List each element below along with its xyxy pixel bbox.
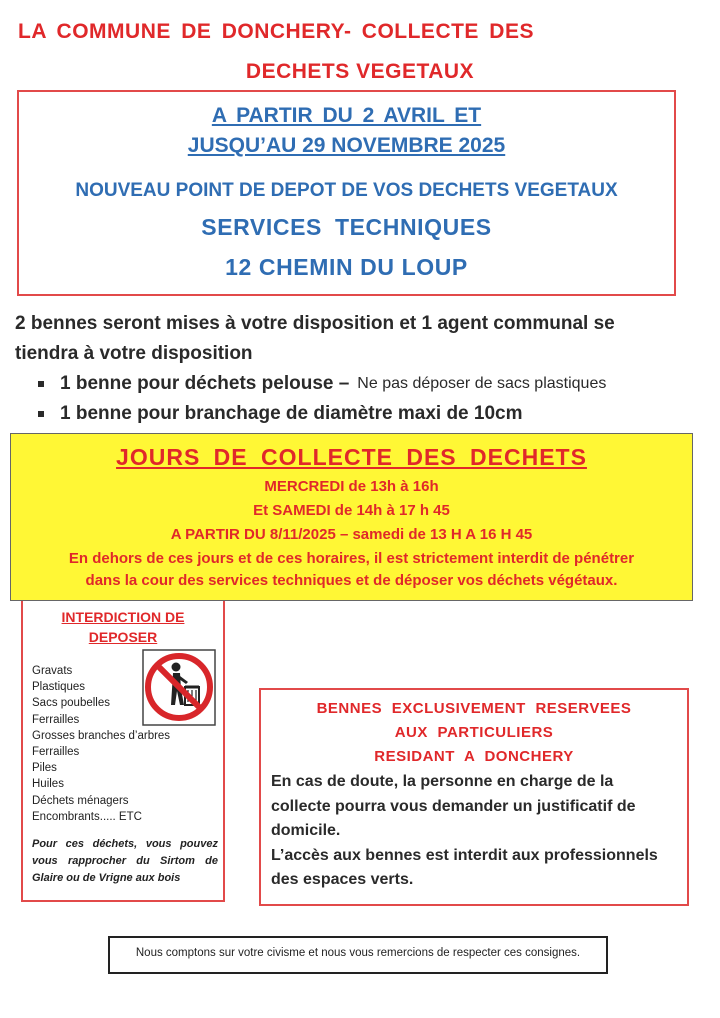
closing-text: Nous comptons sur votre civisme et nous vous remercions de respecter ces consignes.: [135, 947, 581, 959]
bullet-square-icon: [38, 411, 44, 417]
forbidden-item: Ferrailles: [32, 746, 80, 759]
date-box: [17, 90, 676, 296]
reserved-body: [271, 770, 683, 893]
forbidden-title-line2: DEPOSER: [88, 629, 158, 645]
collection-title: JOURS DE COLLECTE DES DECHETS: [116, 444, 587, 470]
reserved-title-line2: AUX PARTICULIERS: [394, 724, 554, 741]
forbidden-item: Plastiques: [32, 681, 86, 694]
bullet-note: Ne pas déposer de sacs plastiques: [357, 375, 607, 392]
header-title-line1: LA COMMUNE DE DONCHERY- COLLECTE DES: [18, 20, 534, 43]
bullet-item: [38, 403, 523, 425]
header-title-line2: DECHETS VEGETAUX: [245, 60, 475, 83]
period-line2: JUSQU’AU 29 NOVEMBRE 2025: [187, 134, 506, 157]
collection-from-date: A PARTIR DU 8/11/2025 – samedi de 13 H A 16 H 45: [170, 526, 533, 543]
depot-line: NOUVEAU POINT DE DEPOT DE VOS DECHETS VEGETAUX: [75, 180, 618, 201]
forbidden-box: [21, 601, 225, 902]
forbidden-title: [23, 607, 223, 647]
forbidden-item: Sacs poubelles: [32, 697, 110, 710]
forbidden-item: Grosses branches d’arbres: [32, 729, 171, 742]
intro-line1: 2 bennes seront mises à votre disposition et 1 agent communal se: [15, 313, 615, 334]
services-line: SERVICES TECHNIQUES: [201, 214, 492, 240]
reserved-body-line: des espaces verts.: [271, 871, 414, 888]
collection-warning-line1: En dehors de ces jours et de ces horaires, il est strictement interdit de pénétrer: [68, 550, 635, 567]
address-line: 12 CHEMIN DU LOUP: [225, 254, 468, 280]
period-line1: A PARTIR DU 2 AVRIL ET: [211, 104, 482, 127]
collection-days-box: [10, 433, 693, 601]
reserved-title-line3: RESIDANT A DONCHERY: [374, 748, 574, 765]
bullet-text: 1 benne pour déchets pelouse –: [60, 373, 350, 394]
collection-warning-line2: dans la cour des services techniques et de déposer vos déchets végétaux.: [85, 572, 618, 589]
collection-day-wednesday: MERCREDI de 13h à 16h: [264, 478, 439, 495]
forbidden-items-list: [32, 663, 170, 825]
reserved-title-line1: BENNES EXCLUSIVEMENT RESERVEES: [316, 700, 632, 717]
bullet-square-icon: [38, 381, 44, 387]
reserved-body-line: En cas de doute, la personne en charge de la: [271, 773, 614, 790]
forbidden-item: Piles: [32, 762, 57, 775]
forbidden-note: Pour ces déchets, vous pouvez vous rapprocher du Sirtom de Glaire ou de Vrigne aux bois: [32, 838, 218, 884]
closing-box: [108, 936, 608, 974]
reserved-body-line: domicile.: [271, 822, 341, 839]
forbidden-item: Gravats: [32, 665, 73, 677]
forbidden-title-line1: INTERDICTION DE: [61, 609, 185, 625]
collection-day-saturday: Et SAMEDI de 14h à 17 h 45: [253, 502, 450, 519]
reserved-box: [259, 688, 689, 906]
reserved-body-line: collecte pourra vous demander un justificatif de: [271, 797, 636, 815]
forbidden-item: Déchets ménagers: [32, 794, 129, 807]
reserved-body-line: L’accès aux bennes est interdit aux professionnels: [271, 846, 658, 864]
intro-line2: tiendra à votre disposition: [15, 343, 253, 364]
forbidden-item: Ferrailles: [32, 713, 80, 726]
forbidden-item: Huiles: [32, 778, 64, 791]
bullet-item: [38, 373, 606, 395]
bullet-text: 1 benne pour branchage de diamètre maxi de 10cm: [60, 403, 523, 424]
forbidden-item: Encombrants..... ETC: [32, 810, 142, 823]
